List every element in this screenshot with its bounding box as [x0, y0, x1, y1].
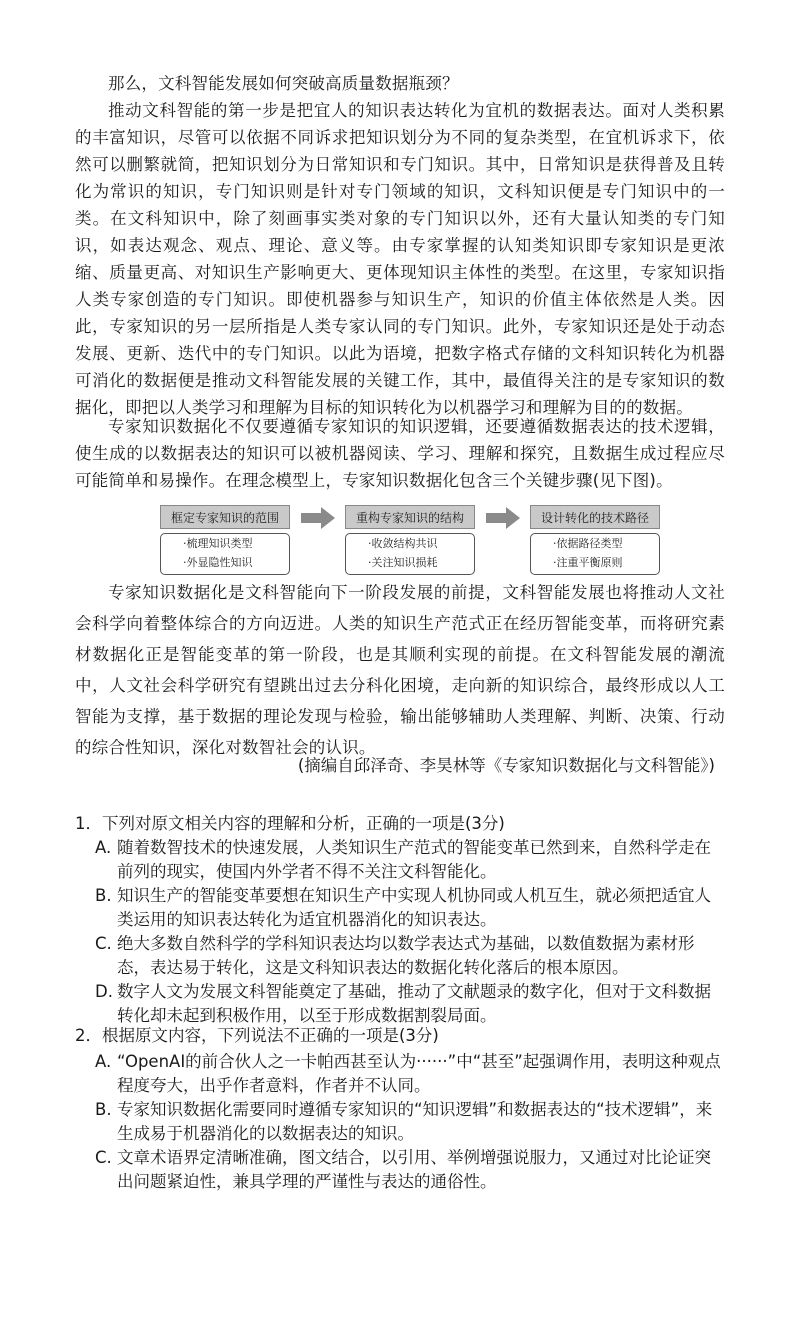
- question-1-stem: 1．下列对原文相关内容的理解和分析，正确的一项是(3分): [75, 814, 505, 833]
- paragraph-3: 专家知识数据化是文科智能向下一阶段发展的前提，文科智能发展也将推动人文社会科学向着整体综合的方向迈进。人类的知识生产范式正在经历智能变革，而将研究素材数据化正是智能变革的第一阶段，也是其顺利实现的前提。在文科智能发展的潮流中，人文社会科学研究有望跳出过去分科化困境，走向新的知识综合，最终形成以人工智能为支撑，基于数据的理论发现与检验，输出能够辅助人类理解、判断、决策、行动的综合性知识，深化对数智社会的认识。: [75, 583, 725, 757]
- step-items: [160, 533, 290, 575]
- option-text: 绝大多数自然科学的学科知识表达均以数学表达式为基础，以数值数据为素材形态，表达易于转化，这是文科知识表达的数据化转化落后的根本原因。: [117, 934, 695, 977]
- intro-question: 那么，文科智能发展如何突破高质量数据瓶颈？: [108, 74, 459, 93]
- step-item: ·收敛结构共识: [368, 537, 438, 550]
- option-text: 文章术语界定清晰准确，图文结合，以引用、举例增强说服力，又通过对比论证突出问题紧迫性，兼具学理的严谨性与表达的通俗性。: [117, 1148, 711, 1191]
- step-item: ·外显隐性知识: [183, 556, 253, 569]
- right-arrow-icon: [486, 507, 520, 529]
- diagram-step-1: [160, 505, 290, 575]
- process-diagram: [160, 505, 680, 575]
- diagram-step-2: [345, 505, 475, 575]
- option-key: C.: [95, 1148, 112, 1167]
- step-title: 重构专家知识的结构: [345, 505, 475, 529]
- option-text: “OpenAI的前合伙人之一卡帕西甚至认为······”中“甚至”起强调作用，表明这种观点程度夸大，出乎作者意料，作者并不认同。: [117, 1052, 721, 1095]
- question-2-option-c: [95, 1146, 725, 1194]
- right-arrow-icon: [301, 507, 335, 529]
- question-2-option-a: [95, 1050, 725, 1098]
- question-1-option-b: [95, 884, 725, 932]
- paragraph-2: 专家知识数据化不仅要遵循专家知识的知识逻辑，还要遵循数据表达的技术逻辑，使生成的以数据表达的知识可以被机器阅读、学习、理解和探究，且数据生成过程应尽可能简单和易操作。在理念模型上，专家知识数据化包含三个关键步骤(见下图)。: [75, 417, 725, 490]
- option-key: D.: [95, 982, 113, 1001]
- step-item: ·关注知识损耗: [368, 556, 438, 569]
- option-key: A.: [95, 1052, 112, 1071]
- option-key: B.: [95, 1100, 112, 1119]
- question-1-option-c: [95, 932, 725, 980]
- step-item: ·依据路径类型: [553, 537, 623, 550]
- question-2-option-b: [95, 1098, 725, 1146]
- step-title: 设计转化的技术路径: [530, 505, 660, 529]
- option-text: 数字人文为发展文科智能奠定了基础，推动了文献题录的数字化，但对于文科数据转化却未起到积极作用，以至于形成数据割裂局面。: [117, 982, 711, 1025]
- source-citation: (摘编自邱泽奇、李昊林等《专家知识数据化与文科智能》): [297, 756, 715, 775]
- question-2-stem: 2．根据原文内容，下列说法不正确的一项是(3分): [75, 1026, 439, 1045]
- option-key: C.: [95, 934, 112, 953]
- option-key: B.: [95, 886, 112, 905]
- step-items: [530, 533, 660, 575]
- question-1-option-a: [95, 836, 725, 884]
- step-items: [345, 533, 475, 575]
- option-key: A.: [95, 838, 112, 857]
- question-1-option-d: [95, 980, 725, 1028]
- diagram-step-3: [530, 505, 660, 575]
- step-item: ·注重平衡原则: [553, 556, 623, 569]
- option-text: 专家知识数据化需要同时遵循专家知识的“知识逻辑”和数据表达的“技术逻辑”，来生成易于机器消化的以数据表达的知识。: [117, 1100, 713, 1143]
- step-item: ·梳理知识类型: [183, 537, 253, 550]
- paragraph-1: 推动文科智能的第一步是把宜人的知识表达转化为宜机的数据表达。面对人类积累的丰富知识，尽管可以依据不同诉求把知识划分为不同的复杂类型，在宜机诉求下，依然可以删繁就简，把知识划分为日常知识和专门知识。其中，日常知识是获得普及且转化为常识的知识，专门知识则是针对专门领域的知识，文科知识便是专门知识中的一类。在文科知识中，除了刻画事实类对象的专门知识以外，还有大量认知类的专门知识，如表达观念、观点、理论、意义等。由专家掌握的认知类知识即专家知识是更浓缩、质量更高、对知识生产影响更大、更体现知识主体性的类型。在这里，专家知识指人类专家创造的专门知识。即使机器参与知识生产，知识的价值主体依然是人类。因此，专家知识的另一层所指是人类专家认同的专门知识。此外，专家知识还是处于动态发展、更新、迭代中的专门知识。以此为语境，把数字格式存储的文科知识转化为机器可消化的数据便是推动文科智能发展的关键工作，其中，最值得关注的是专家知识的数据化，即把以人类学习和理解为目标的知识转化为以机器学习和理解为目的的数据。: [75, 101, 725, 417]
- option-text: 知识生产的智能变革要想在知识生产中实现人机协同或人机互生，就必须把适宜人类运用的知识表达转化为适宜机器消化的知识表达。: [117, 886, 711, 929]
- option-text: 随着数智技术的快速发展，人类知识生产范式的智能变革已然到来，自然科学走在前列的现实，使国内外学者不得不关注文科智能化。: [117, 838, 711, 881]
- step-title: 框定专家知识的范围: [160, 505, 290, 529]
